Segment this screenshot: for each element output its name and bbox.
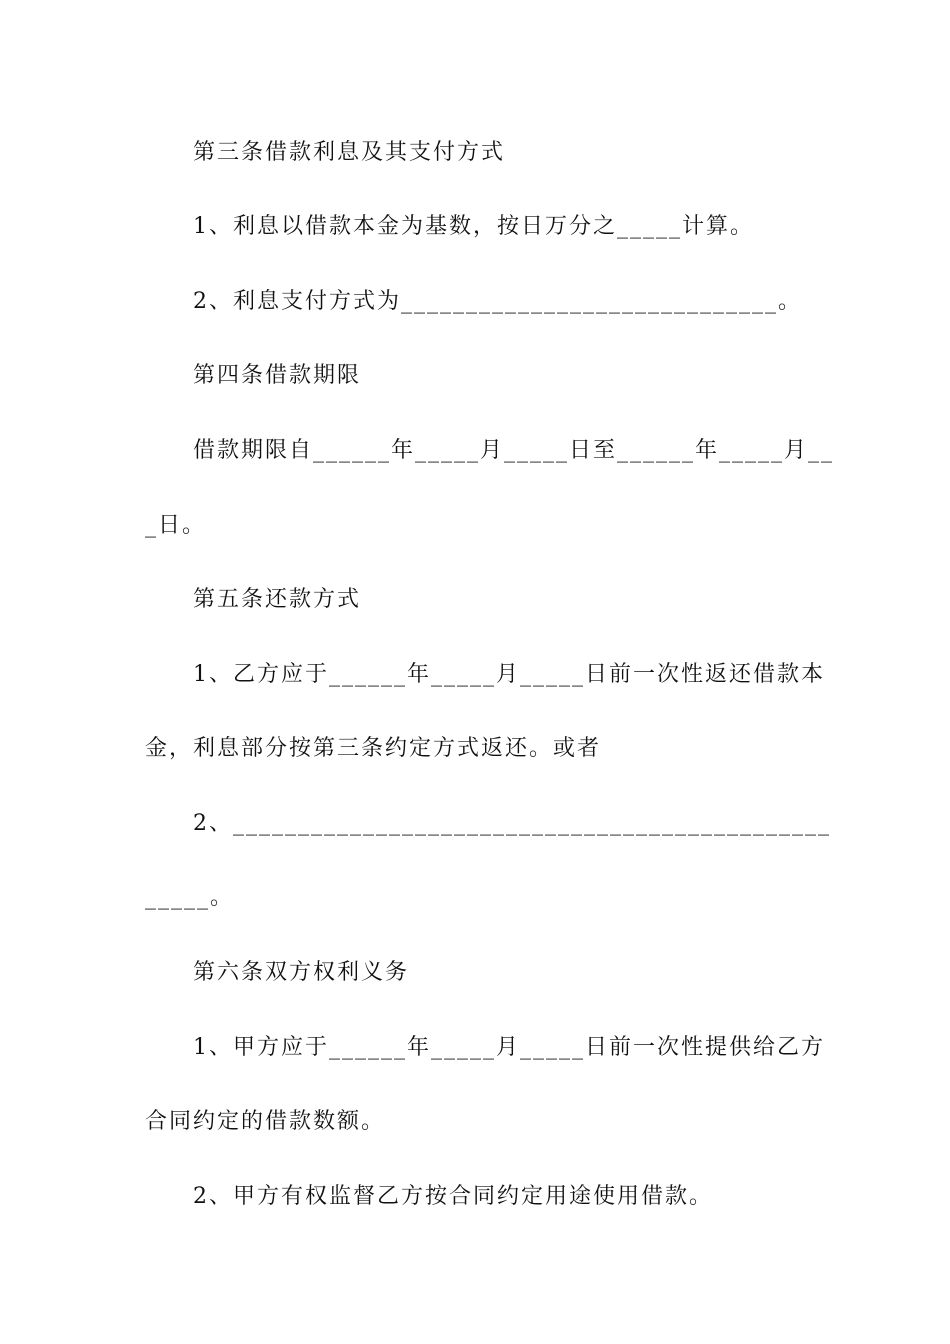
article-6-clause-2: 2、甲方有权监督乙方按合同约定用途使用借款。: [193, 1184, 713, 1209]
article-3-heading: 第三条借款利息及其支付方式: [193, 140, 506, 165]
article-6-heading: 第六条双方权利义务: [193, 960, 410, 985]
article-5-clause-2: 2、______________________________________________: [193, 811, 831, 836]
article-4-body: 借款期限自______年_____月_____日至______年_____月__: [193, 438, 835, 463]
article-5-heading: 第五条还款方式: [193, 587, 362, 612]
article-5-clause-1-continued: 金，利息部分按第三条约定方式返还。或者: [145, 736, 602, 761]
article-4-body-continued: _日。: [145, 513, 207, 538]
article-5-clause-1: 1、乙方应于______年_____月_____日前一次性返还借款本: [193, 662, 825, 687]
article-6-clause-1: 1、甲方应于______年_____月_____日前一次性提供给乙方: [193, 1035, 825, 1060]
article-6-clause-1-continued: 合同约定的借款数额。: [145, 1109, 386, 1134]
article-3-clause-1: 1、利息以借款本金为基数，按日万分之_____计算。: [193, 214, 754, 239]
article-4-heading: 第四条借款期限: [193, 363, 362, 388]
article-3-clause-2: 2、利息支付方式为_____________________________。: [193, 289, 802, 314]
article-5-clause-2-continued: _____。: [145, 885, 235, 910]
